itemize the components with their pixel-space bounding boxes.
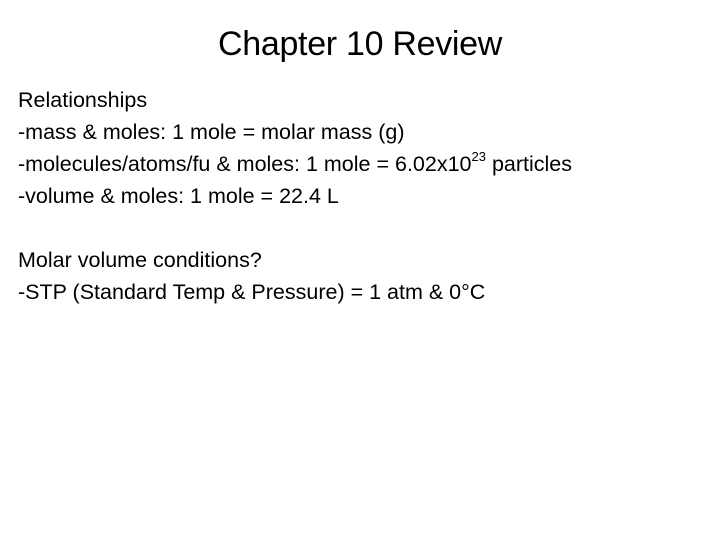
particles-line-unit: particles — [485, 152, 573, 176]
particles-moles-line — [18, 148, 714, 180]
relationships-heading: Relationships — [18, 88, 148, 112]
avogadro-exponent: 23 — [471, 148, 486, 164]
slide-title: Chapter 10 Review — [217, 25, 503, 63]
mass-moles-line: -mass & moles: 1 mole = molar mass (g) — [18, 120, 405, 144]
molar-volume-heading: Molar volume conditions? — [18, 248, 262, 272]
volume-moles-line: -volume & moles: 1 mole = 22.4 L — [18, 184, 339, 208]
slide-body — [18, 84, 714, 308]
particles-line-text: -molecules/atoms/fu & moles: 1 mole = 6.02x10 — [18, 152, 472, 176]
section-spacer — [18, 212, 714, 244]
stp-line: -STP (Standard Temp & Pressure) = 1 atm & 0°C — [18, 280, 486, 304]
